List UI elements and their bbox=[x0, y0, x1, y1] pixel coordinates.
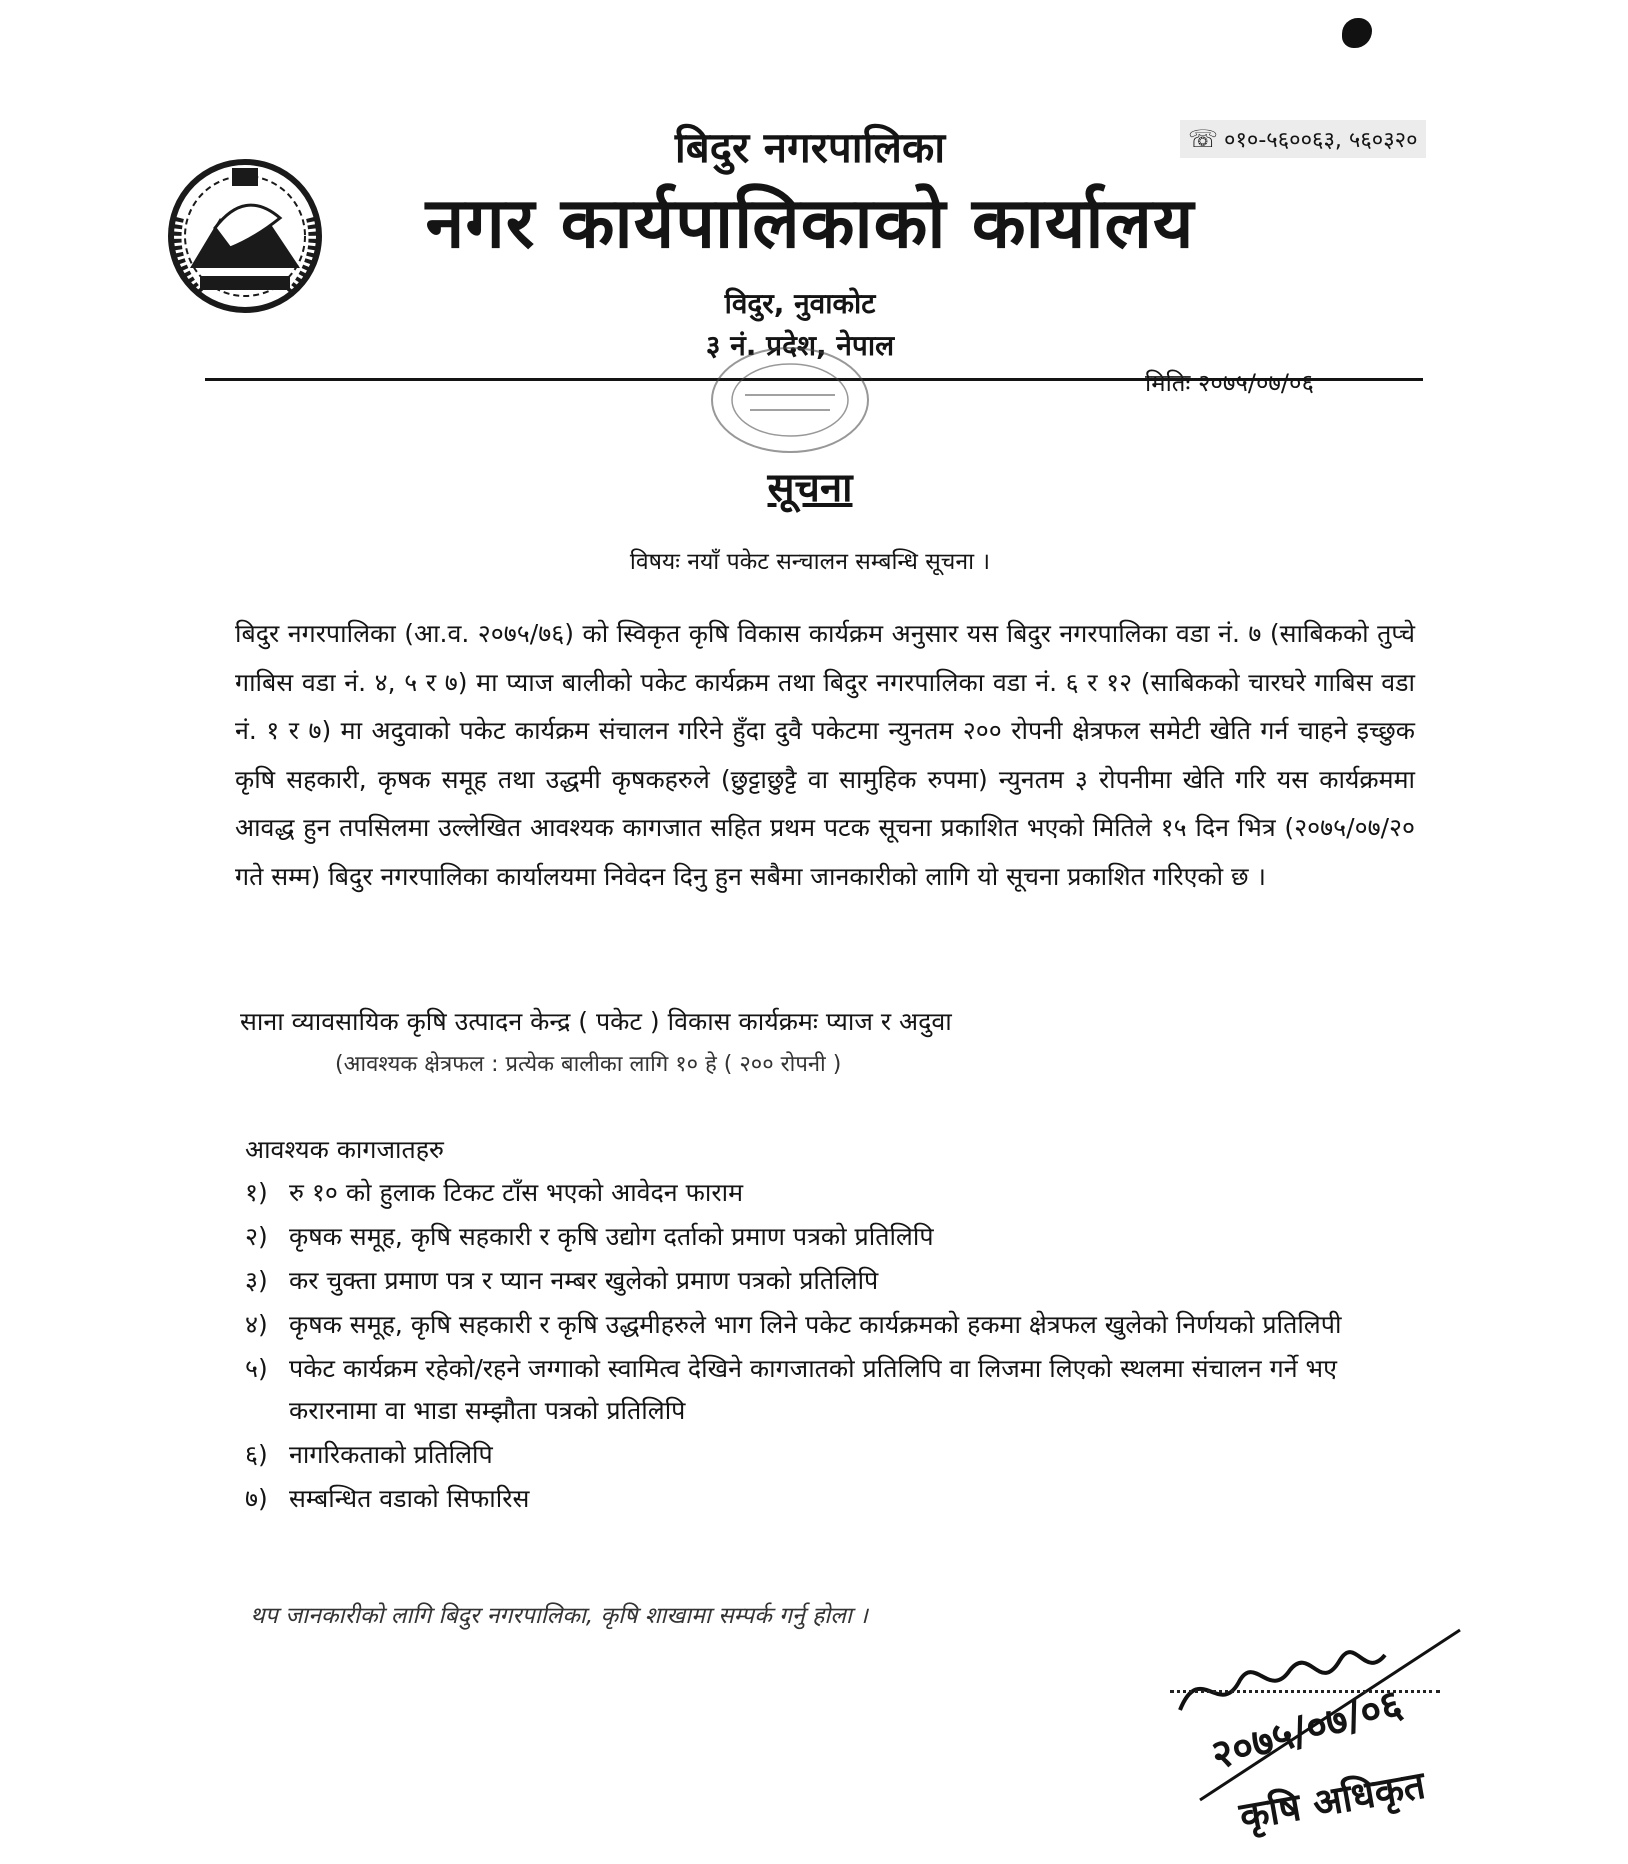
notice-date: मितिः २०७५/०७/०६ bbox=[1145, 369, 1314, 397]
list-item-text: सम्बन्धित वडाको सिफारिस bbox=[289, 1484, 530, 1513]
list-item-text: नागरिकताको प्रतिलिपि bbox=[289, 1440, 493, 1469]
list-item-number: ७) bbox=[245, 1484, 268, 1513]
list-item bbox=[245, 1172, 1430, 1214]
signature-date: २०७५/०७/०६ bbox=[1206, 1680, 1408, 1780]
list-item bbox=[245, 1348, 1430, 1432]
list-item bbox=[245, 1304, 1430, 1346]
list-item bbox=[245, 1478, 1430, 1520]
government-emblem-icon bbox=[160, 148, 330, 318]
program-area: (आवश्यक क्षेत्रफल : प्रत्येक बालीका लागि १० हे ( २०० रोपनी ) bbox=[335, 1052, 842, 1077]
list-item-text: कृषक समूह, कृषि सहकारी र कृषि उद्योग दर्ताको प्रमाण पत्रको प्रतिलिपि bbox=[289, 1222, 934, 1251]
signatory-title: कृषि अधिकृत bbox=[1236, 1762, 1429, 1839]
municipality-name: बिदुर नगरपालिका bbox=[674, 123, 946, 172]
list-item bbox=[245, 1216, 1430, 1258]
list-item-number: ६) bbox=[245, 1440, 268, 1469]
list-item-text: कर चुक्ता प्रमाण पत्र र प्यान नम्बर खुलेको प्रमाण पत्रको प्रतिलिपि bbox=[289, 1266, 879, 1295]
list-item-number: १) bbox=[245, 1178, 268, 1207]
list-item-number: ३) bbox=[245, 1266, 268, 1295]
address-line-1: विदुर, नुवाकोट bbox=[724, 287, 876, 320]
phone-text: ०१०-५६००६३, ५६०३२० bbox=[1224, 128, 1418, 153]
documents-list bbox=[245, 1172, 1430, 1522]
notice-body: बिदुर नगरपालिका (आ.व. २०७५/७६) को स्विकृत कृषि विकास कार्यक्रम अनुसार यस बिदुर नगरपालिका वडा नं. ७ (साबिकको तुप्चे गाबिस वडा नं. ४, ५ र ७) मा प्याज बालीको पकेट कार्यक्रम तथा बिदुर नगरपालिका वडा नं. ६ र १२ (साबिकको चारघरे गाबिस वडा नं. १ र ७) मा अदुवाको पकेट कार्यक्रम संचालन गरिने हुँदा दुवै पकेटमा न्युनतम २०० रोपनी क्षेत्रफल समेटी खेति गर्न चाहने इच्छुक कृषि सहकारी, कृषक समूह तथा उद्धमी कृषकहरुले (छुट्टाछुट्टै वा सामुहिक रुपमा) न्युनतम ३ रोपनीमा खेति गरि यस कार्यक्रममा आवद्ध हुन तपसिलमा उल्लेखित आवश्यक कागजात सहित प्रथम पटक सूचना प्रकाशित भएको मितिले १५ दिन भित्र (२०७५/०७/२० गते सम्म) बिदुर नगरपालिका कार्यालयमा निवेदन दिनु हुन सबैमा जानकारीको लागि यो सूचना प्रकाशित गरिएको छ । bbox=[235, 619, 1415, 891]
list-item-text: पकेट कार्यक्रम रहेको/रहने जग्गाको स्वामित्व देखिने कागजातको प्रतिलिपि वा लिजमा लिएको स्थलमा संचालन गर्ने भए करारनामा वा भाडा सम्झौता पत्रको प्रतिलिपि bbox=[289, 1354, 1337, 1425]
notice-subject: विषयः नयाँ पकेट सन्चालन सम्बन्धि सूचना । bbox=[629, 549, 991, 575]
office-title: नगर कार्यपालिकाको कार्यालय bbox=[425, 182, 1195, 264]
notice-heading: सूचना bbox=[767, 465, 853, 511]
signature-line bbox=[1170, 1690, 1440, 1693]
program-title: साना व्यावसायिक कृषि उत्पादन केन्द्र ( पकेट ) विकास कार्यक्रमः प्याज र अदुवा bbox=[240, 1007, 952, 1036]
phone-number bbox=[1180, 120, 1426, 158]
list-item-text: कृषक समूह, कृषि सहकारी र कृषि उद्धमीहरुले भाग लिने पकेट कार्यक्रमको हकमा क्षेत्रफल खुलेको निर्णयको प्रतिलिपी bbox=[289, 1310, 1342, 1339]
office-seal-stamp-icon bbox=[700, 340, 880, 460]
list-item-number: ५) bbox=[245, 1354, 268, 1383]
list-item-text: रु १० को हुलाक टिकट टाँस भएको आवेदन फाराम bbox=[289, 1178, 744, 1207]
telephone-icon: ☏ bbox=[1188, 125, 1219, 153]
documents-heading: आवश्यक कागजातहरु bbox=[245, 1135, 444, 1164]
list-item-number: ४) bbox=[245, 1310, 268, 1339]
ink-spot bbox=[1342, 18, 1372, 48]
list-item bbox=[245, 1434, 1430, 1476]
list-item bbox=[245, 1260, 1430, 1302]
list-item-number: २) bbox=[245, 1222, 268, 1251]
contact-note: थप जानकारीको लागि बिदुर नगरपालिका, कृषि शाखामा सम्पर्क गर्नु होला । bbox=[250, 1603, 868, 1629]
address-line-2: ३ नं. प्रदेश, नेपाल bbox=[705, 329, 895, 362]
